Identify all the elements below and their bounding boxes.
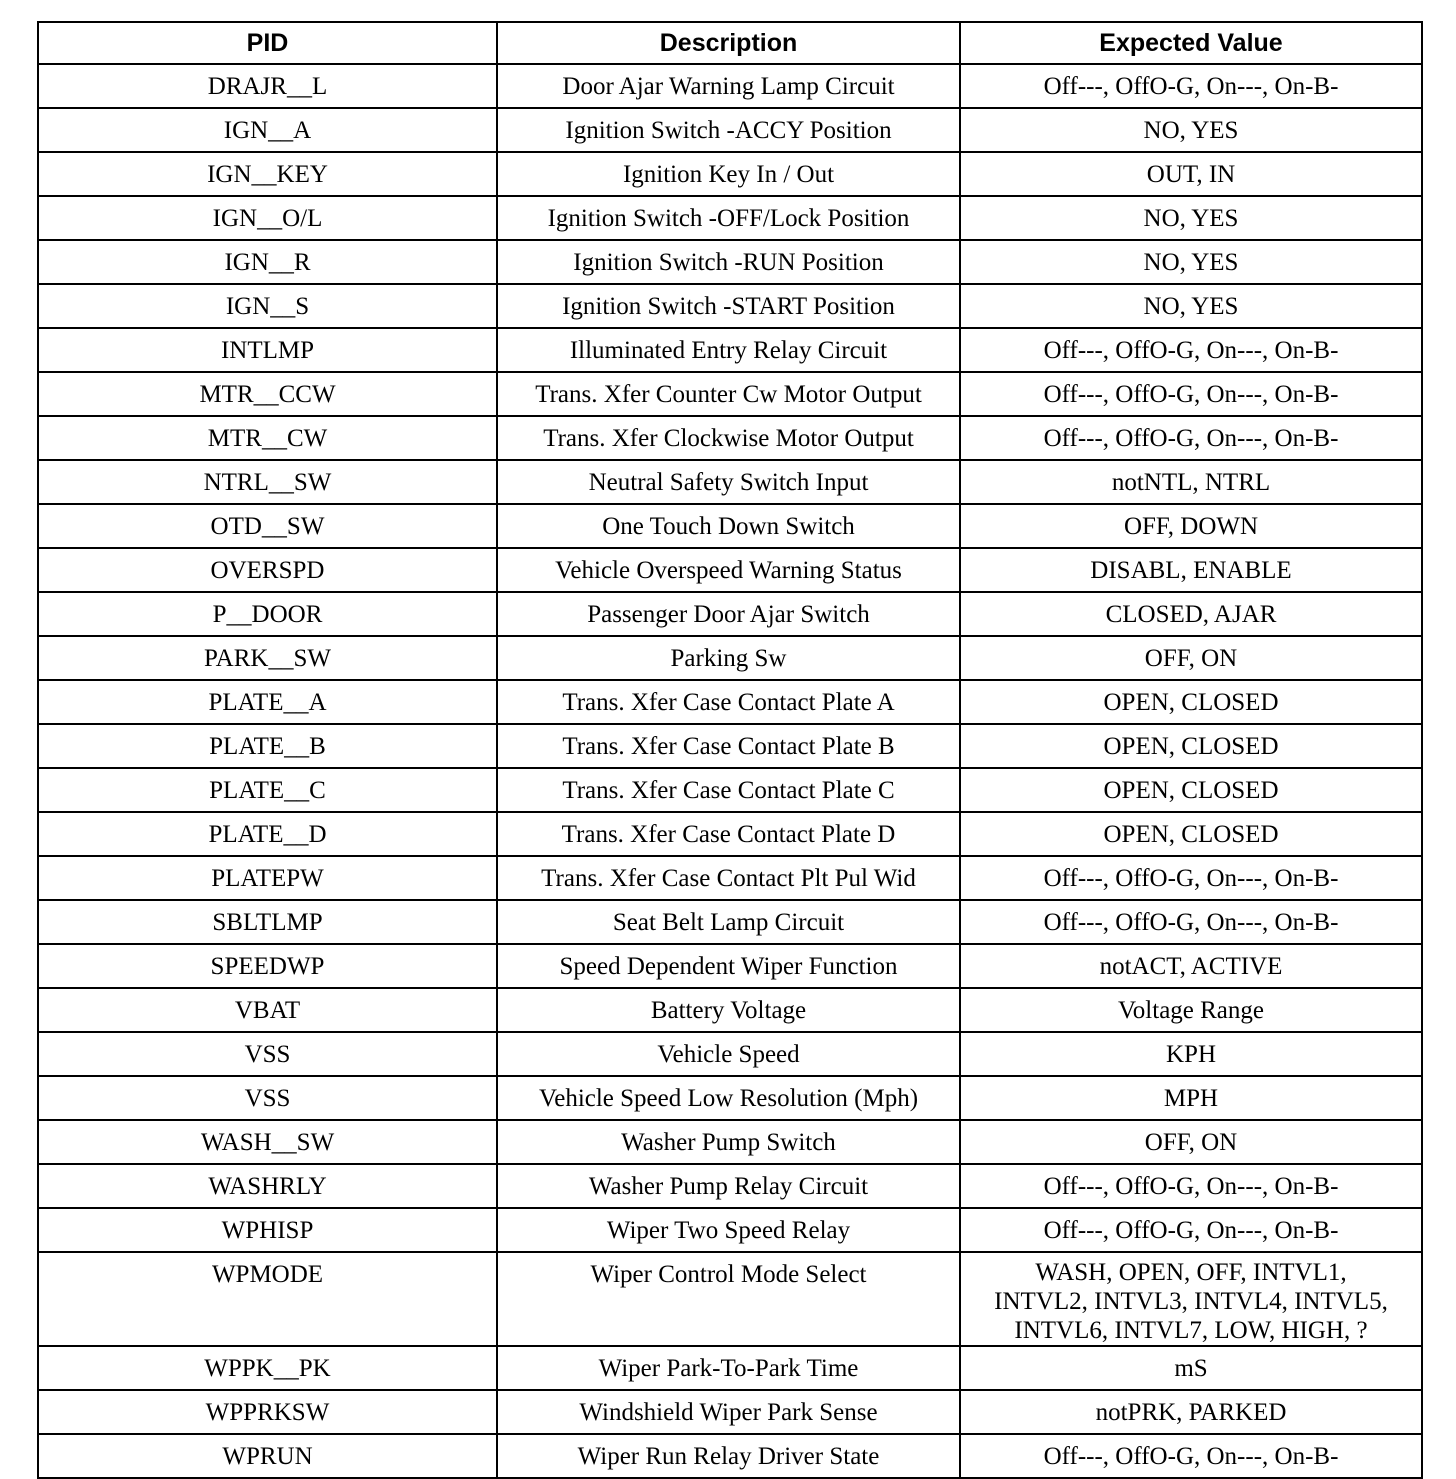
expected-value-cell: CLOSED, AJAR bbox=[960, 592, 1422, 636]
expected-value-cell: OFF, DOWN bbox=[960, 504, 1422, 548]
header-pid: PID bbox=[38, 22, 497, 64]
description-cell: Trans. Xfer Case Contact Plate B bbox=[497, 724, 960, 768]
pid-table bbox=[37, 21, 1423, 1479]
description-cell: Vehicle Overspeed Warning Status bbox=[497, 548, 960, 592]
expected-value-cell: notNTL, NTRL bbox=[960, 460, 1422, 504]
pid-cell: PLATE__B bbox=[38, 724, 497, 768]
description-cell: Ignition Switch -ACCY Position bbox=[497, 108, 960, 152]
expected-value-line: INTVL6, INTVL7, LOW, HIGH, ? bbox=[1014, 1317, 1368, 1344]
expected-value-cell: Off---, OffO-G, On---, On-B- bbox=[960, 372, 1422, 416]
expected-value-cell: Off---, OffO-G, On---, On-B- bbox=[960, 416, 1422, 460]
description-cell: Trans. Xfer Clockwise Motor Output bbox=[497, 416, 960, 460]
pid-cell: SPEEDWP bbox=[38, 944, 497, 988]
table-row bbox=[38, 1076, 1422, 1120]
expected-value-cell: MPH bbox=[960, 1076, 1422, 1120]
table-row bbox=[38, 1252, 1422, 1346]
table-row bbox=[38, 1120, 1422, 1164]
expected-value-cell: Off---, OffO-G, On---, On-B- bbox=[960, 1434, 1422, 1478]
pid-cell: WPMODE bbox=[38, 1252, 497, 1346]
table-row bbox=[38, 460, 1422, 504]
expected-value-cell: NO, YES bbox=[960, 240, 1422, 284]
description-cell: Illuminated Entry Relay Circuit bbox=[497, 328, 960, 372]
description-cell: Windshield Wiper Park Sense bbox=[497, 1390, 960, 1434]
description-cell: Wiper Run Relay Driver State bbox=[497, 1434, 960, 1478]
table-row bbox=[38, 152, 1422, 196]
table-row bbox=[38, 1390, 1422, 1434]
pid-cell: MTR__CW bbox=[38, 416, 497, 460]
description-cell: Washer Pump Relay Circuit bbox=[497, 1164, 960, 1208]
description-cell: Trans. Xfer Counter Cw Motor Output bbox=[497, 372, 960, 416]
pid-cell: OTD__SW bbox=[38, 504, 497, 548]
description-cell: Battery Voltage bbox=[497, 988, 960, 1032]
table-row bbox=[38, 108, 1422, 152]
description-cell: Neutral Safety Switch Input bbox=[497, 460, 960, 504]
expected-value-cell: OPEN, CLOSED bbox=[960, 724, 1422, 768]
header-row bbox=[38, 22, 1422, 64]
pid-cell: P__DOOR bbox=[38, 592, 497, 636]
pid-cell: WPHISP bbox=[38, 1208, 497, 1252]
table-row bbox=[38, 900, 1422, 944]
table-row bbox=[38, 768, 1422, 812]
pid-cell: IGN__A bbox=[38, 108, 497, 152]
table-row bbox=[38, 812, 1422, 856]
header-expected-value: Expected Value bbox=[960, 22, 1422, 64]
table-row bbox=[38, 724, 1422, 768]
pid-cell: PLATEPW bbox=[38, 856, 497, 900]
expected-value-cell: DISABL, ENABLE bbox=[960, 548, 1422, 592]
table-row bbox=[38, 64, 1422, 108]
header-description: Description bbox=[497, 22, 960, 64]
pid-cell: IGN__KEY bbox=[38, 152, 497, 196]
expected-value-line: INTVL2, INTVL3, INTVL4, INTVL5, bbox=[994, 1288, 1388, 1315]
expected-value-cell: Off---, OffO-G, On---, On-B- bbox=[960, 328, 1422, 372]
expected-value-cell: OUT, IN bbox=[960, 152, 1422, 196]
description-cell: Wiper Two Speed Relay bbox=[497, 1208, 960, 1252]
table-row bbox=[38, 1164, 1422, 1208]
description-cell: Speed Dependent Wiper Function bbox=[497, 944, 960, 988]
expected-value-cell bbox=[960, 1252, 1422, 1346]
pid-cell: VBAT bbox=[38, 988, 497, 1032]
expected-value-cell: NO, YES bbox=[960, 108, 1422, 152]
description-cell: Wiper Control Mode Select bbox=[497, 1252, 960, 1346]
pid-cell: WPPRKSW bbox=[38, 1390, 497, 1434]
expected-value-cell: KPH bbox=[960, 1032, 1422, 1076]
pid-cell: VSS bbox=[38, 1076, 497, 1120]
expected-value-cell: Off---, OffO-G, On---, On-B- bbox=[960, 900, 1422, 944]
table-row bbox=[38, 284, 1422, 328]
description-cell: Ignition Switch -RUN Position bbox=[497, 240, 960, 284]
description-cell: Passenger Door Ajar Switch bbox=[497, 592, 960, 636]
pid-cell: DRAJR__L bbox=[38, 64, 497, 108]
expected-value-cell: mS bbox=[960, 1346, 1422, 1390]
expected-value-cell: OPEN, CLOSED bbox=[960, 768, 1422, 812]
table-row bbox=[38, 856, 1422, 900]
table-row bbox=[38, 680, 1422, 724]
description-cell: Trans. Xfer Case Contact Plate D bbox=[497, 812, 960, 856]
description-cell: Parking Sw bbox=[497, 636, 960, 680]
pid-cell: INTLMP bbox=[38, 328, 497, 372]
pid-cell: IGN__R bbox=[38, 240, 497, 284]
expected-value-cell: Off---, OffO-G, On---, On-B- bbox=[960, 856, 1422, 900]
description-cell: Washer Pump Switch bbox=[497, 1120, 960, 1164]
table-row bbox=[38, 1208, 1422, 1252]
pid-cell: SBLTLMP bbox=[38, 900, 497, 944]
table-row bbox=[38, 240, 1422, 284]
table-row bbox=[38, 504, 1422, 548]
description-cell: Ignition Switch -START Position bbox=[497, 284, 960, 328]
expected-value-cell: NO, YES bbox=[960, 196, 1422, 240]
table-row bbox=[38, 372, 1422, 416]
table-row bbox=[38, 636, 1422, 680]
pid-cell: PLATE__C bbox=[38, 768, 497, 812]
expected-value-cell: OFF, ON bbox=[960, 636, 1422, 680]
description-cell: Ignition Switch -OFF/Lock Position bbox=[497, 196, 960, 240]
expected-value-cell: notACT, ACTIVE bbox=[960, 944, 1422, 988]
description-cell: Seat Belt Lamp Circuit bbox=[497, 900, 960, 944]
table-row bbox=[38, 196, 1422, 240]
expected-value-line: WASH, OPEN, OFF, INTVL1, bbox=[1035, 1259, 1347, 1286]
table-row bbox=[38, 328, 1422, 372]
pid-cell: IGN__O/L bbox=[38, 196, 497, 240]
expected-value-cell: Voltage Range bbox=[960, 988, 1422, 1032]
table-row bbox=[38, 416, 1422, 460]
pid-cell: WPRUN bbox=[38, 1434, 497, 1478]
expected-value-cell: NO, YES bbox=[960, 284, 1422, 328]
expected-value-cell: OPEN, CLOSED bbox=[960, 680, 1422, 724]
pid-cell: PLATE__D bbox=[38, 812, 497, 856]
description-cell: One Touch Down Switch bbox=[497, 504, 960, 548]
expected-value-cell: OFF, ON bbox=[960, 1120, 1422, 1164]
pid-cell: PLATE__A bbox=[38, 680, 497, 724]
expected-value-cell: Off---, OffO-G, On---, On-B- bbox=[960, 1208, 1422, 1252]
description-cell: Vehicle Speed bbox=[497, 1032, 960, 1076]
pid-cell: WASH__SW bbox=[38, 1120, 497, 1164]
pid-cell: MTR__CCW bbox=[38, 372, 497, 416]
expected-value-cell: OPEN, CLOSED bbox=[960, 812, 1422, 856]
description-cell: Wiper Park-To-Park Time bbox=[497, 1346, 960, 1390]
table-row bbox=[38, 1346, 1422, 1390]
expected-value-cell: Off---, OffO-G, On---, On-B- bbox=[960, 1164, 1422, 1208]
expected-value-cell: notPRK, PARKED bbox=[960, 1390, 1422, 1434]
pid-cell: VSS bbox=[38, 1032, 497, 1076]
table-row bbox=[38, 944, 1422, 988]
description-cell: Ignition Key In / Out bbox=[497, 152, 960, 196]
description-cell: Trans. Xfer Case Contact Plt Pul Wid bbox=[497, 856, 960, 900]
description-cell: Door Ajar Warning Lamp Circuit bbox=[497, 64, 960, 108]
table-row bbox=[38, 548, 1422, 592]
table-row bbox=[38, 592, 1422, 636]
pid-cell: NTRL__SW bbox=[38, 460, 497, 504]
description-cell: Trans. Xfer Case Contact Plate C bbox=[497, 768, 960, 812]
pid-cell: OVERSPD bbox=[38, 548, 497, 592]
pid-cell: WASHRLY bbox=[38, 1164, 497, 1208]
pid-cell: IGN__S bbox=[38, 284, 497, 328]
table-row bbox=[38, 1434, 1422, 1478]
expected-value-cell: Off---, OffO-G, On---, On-B- bbox=[960, 64, 1422, 108]
table-row bbox=[38, 1032, 1422, 1076]
pid-cell: WPPK__PK bbox=[38, 1346, 497, 1390]
table-row bbox=[38, 988, 1422, 1032]
pid-cell: PARK__SW bbox=[38, 636, 497, 680]
description-cell: Trans. Xfer Case Contact Plate A bbox=[497, 680, 960, 724]
description-cell: Vehicle Speed Low Resolution (Mph) bbox=[497, 1076, 960, 1120]
